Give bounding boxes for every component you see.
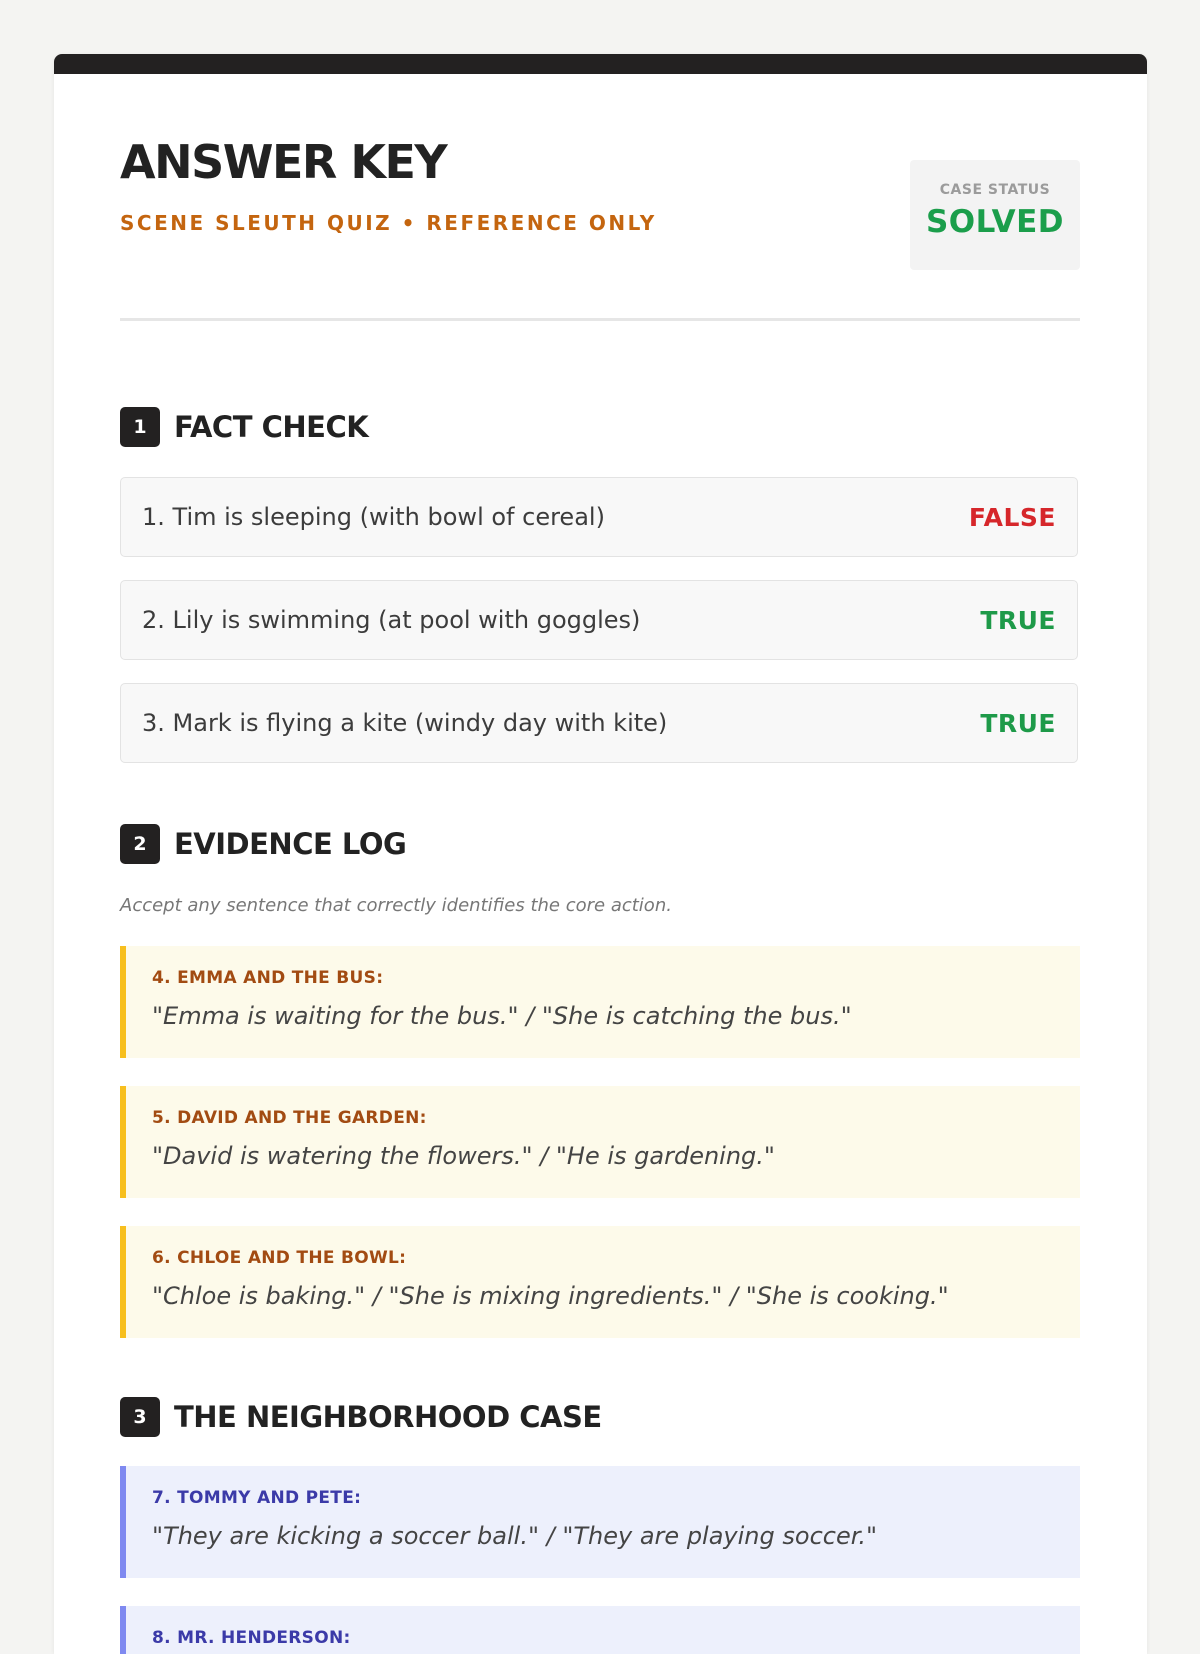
- fact-answer: TRUE: [980, 708, 1056, 738]
- page-subtitle: SCENE SLEUTH QUIZ • REFERENCE ONLY: [120, 211, 657, 235]
- page-title: ANSWER KEY: [120, 135, 447, 189]
- fact-answer: FALSE: [968, 502, 1056, 532]
- section-number-badge: 2: [120, 824, 160, 864]
- answer-key-card: [54, 54, 1147, 1654]
- fact-statement: 1. Tim is sleeping (with bowl of cereal): [142, 503, 605, 531]
- header: [120, 74, 1080, 321]
- case-status-label: CASE STATUS: [939, 182, 1051, 198]
- fact-check-row: [120, 477, 1078, 557]
- section-number-badge: 3: [120, 1397, 160, 1437]
- evidence-label: 4. EMMA AND THE BUS:: [152, 968, 384, 988]
- case-label: 8. MR. HENDERSON:: [152, 1628, 351, 1648]
- case-status-box: [910, 160, 1080, 270]
- evidence-answer: "Emma is waiting for the bus." / "She is catching the bus.": [152, 1002, 852, 1030]
- section-title: EVIDENCE LOG: [174, 827, 407, 861]
- evidence-item: [120, 946, 1080, 1058]
- section-fact-check-heading: [120, 407, 368, 447]
- section-title: FACT CHECK: [174, 410, 369, 444]
- evidence-item: [120, 1226, 1080, 1338]
- evidence-item: [120, 1086, 1080, 1198]
- card-content: [120, 74, 1080, 1648]
- evidence-label: 6. CHLOE AND THE BOWL:: [152, 1248, 407, 1268]
- section-neighborhood-case-heading: [120, 1397, 602, 1437]
- case-item: [120, 1606, 1080, 1654]
- evidence-answer: "David is watering the flowers." / "He is gardening.": [152, 1142, 775, 1170]
- grading-note: Accept any sentence that correctly identifies the core action.: [120, 895, 672, 916]
- case-status-value: SOLVED: [925, 204, 1065, 240]
- fact-check-row: [120, 580, 1078, 660]
- evidence-answer: "Chloe is baking." / "She is mixing ingredients." / "She is cooking.": [152, 1282, 949, 1310]
- case-label: 7. TOMMY AND PETE:: [152, 1488, 362, 1508]
- fact-statement: 3. Mark is flying a kite (windy day with kite): [142, 709, 668, 737]
- section-evidence-log-heading: [120, 824, 406, 864]
- card-top-bar: [54, 54, 1147, 74]
- fact-check-row: [120, 683, 1078, 763]
- section-title: THE NEIGHBORHOOD CASE: [174, 1400, 602, 1434]
- case-item: [120, 1466, 1080, 1578]
- section-number-badge: 1: [120, 407, 160, 447]
- fact-statement: 2. Lily is swimming (at pool with goggles): [142, 606, 641, 634]
- fact-answer: TRUE: [980, 605, 1056, 635]
- case-answer: "They are kicking a soccer ball." / "They are playing soccer.": [152, 1522, 878, 1550]
- evidence-label: 5. DAVID AND THE GARDEN:: [152, 1108, 427, 1128]
